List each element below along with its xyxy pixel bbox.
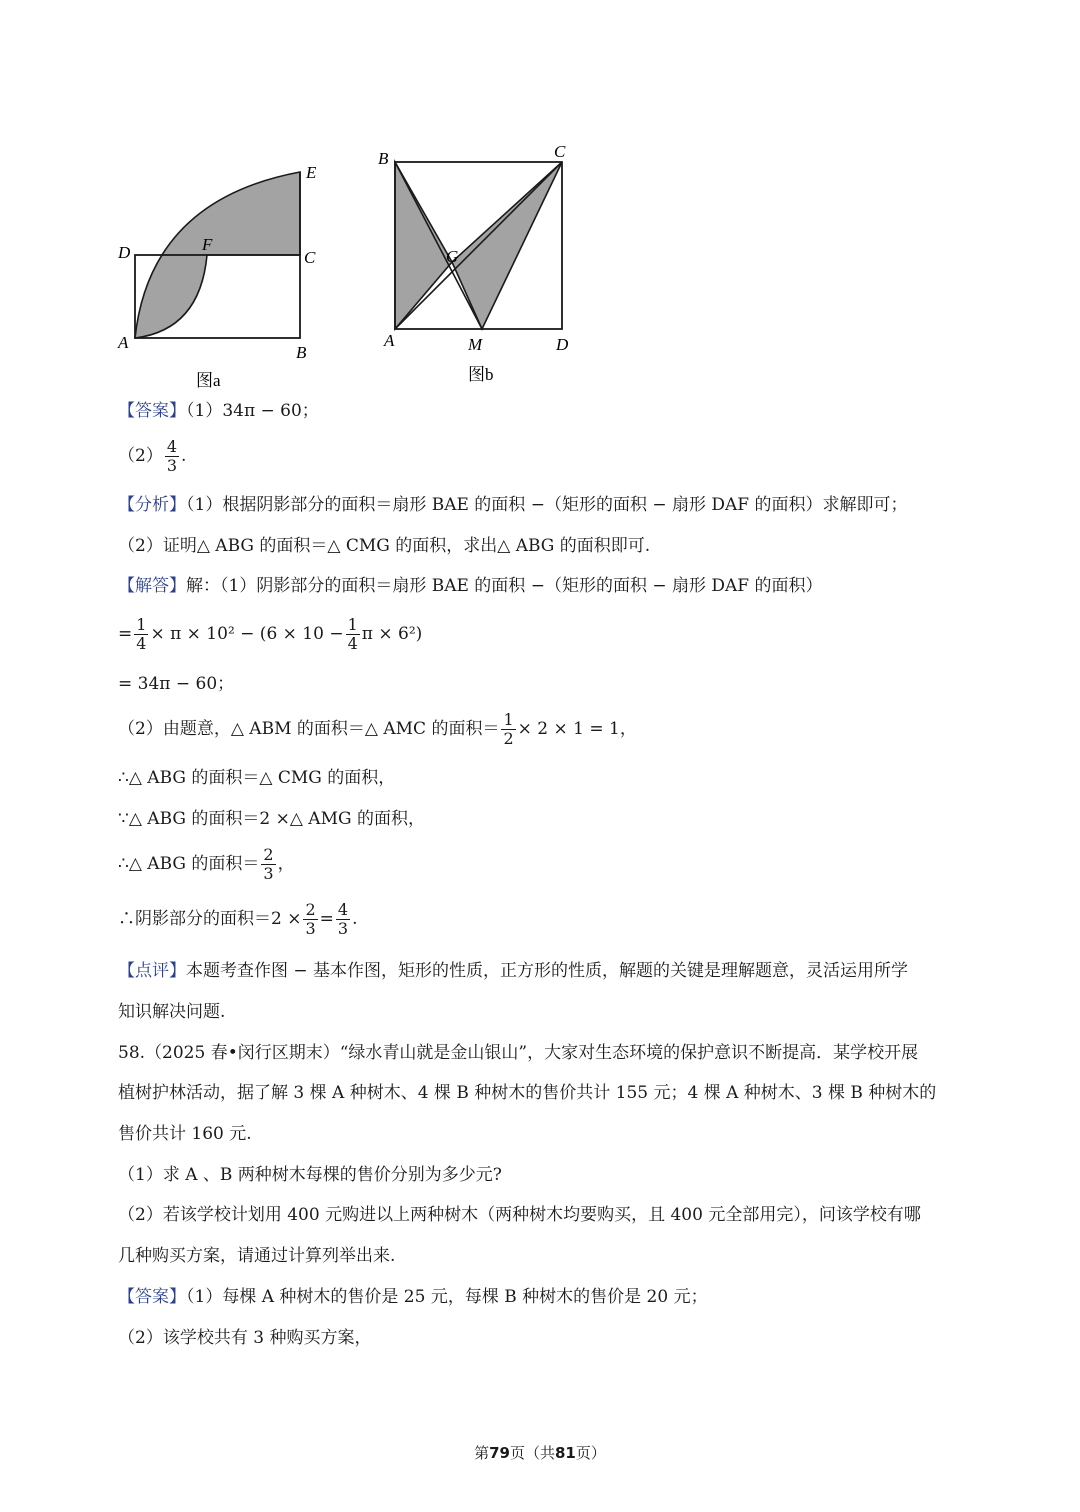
figure-a [110, 160, 340, 395]
figure-b-label-A: A [384, 331, 395, 350]
q57-answer2-line: （2） $\frac{4}{3}$ . [118, 437, 187, 475]
q57-solution-line3: = 34π − 60； [118, 674, 235, 694]
answer-part1: （1）34π − 60； [186, 401, 319, 421]
fraction: $\frac{4}{3}$ [337, 900, 349, 938]
figure-b-label-B: B [378, 149, 389, 168]
q57-analysis-line2: （2）证明△ ABG 的面积＝△ CMG 的面积，求出△ ABG 的面积即可. [118, 536, 651, 556]
figure-b-label-M: M [468, 335, 483, 354]
figure-b-label-D: D [556, 335, 569, 354]
q58-part1: （1）求 A 、B 两种树木每棵的售价分别为多少元? [118, 1165, 502, 1185]
figure-b-label-G: G [446, 247, 459, 266]
solution-tag: 【解答】 [118, 576, 186, 596]
total-pages: 81 [555, 1444, 576, 1462]
q57-comment-line2: 知识解决问题. [118, 1002, 226, 1022]
page-number: 79 [489, 1444, 510, 1462]
q58-stem-line1: 58.（2025 春•闵行区期末）“绿水青山就是金山银山”，大家对生态环境的保护意识不断提高．某学校开展 [118, 1043, 919, 1063]
answer-part2-prefix: （2） [118, 446, 163, 466]
q57-solution-line6: ∵△ ABG 的面积＝2 ×△ AMG 的面积， [118, 809, 425, 829]
q58-part2-line2: 几种购买方案，请通过计算列举出来. [118, 1246, 396, 1266]
figure-a-label-B: B [296, 343, 307, 362]
fraction: $\frac{1}{4}$ [347, 615, 358, 653]
figure-b [372, 140, 592, 390]
answer-tag: 【答案】 [118, 1287, 186, 1307]
q57-solution-line7: ∴△ ABG 的面积＝ $\frac{2}{3}$ ， [118, 845, 295, 883]
figure-a-label-F: F [202, 235, 213, 254]
q58-stem-line3: 售价共计 160 元. [118, 1124, 252, 1144]
fraction: $\frac{4}{3}$ [166, 437, 178, 475]
q58-answer-line1: 【答案】（1）每棵 A 种树木的售价是 25 元，每棵 B 种树木的售价是 20 元； [118, 1287, 708, 1307]
q58-stem-line2: 植树护林活动，据了解 3 棵 A 种树木、4 棵 B 种树木的售价共计 155 元；4 棵 A 种树木、3 棵 B 种树木的 [118, 1083, 937, 1103]
fraction: $\frac{2}{3}$ [305, 900, 316, 938]
figure-a-label-E: E [306, 163, 317, 182]
figure-a-label-D: D [118, 243, 131, 262]
figure-a-label-C: C [304, 248, 316, 267]
q57-solution-line2: = $\frac{1}{4}$ × π × 10² − (6 × 10 − $\frac{1}{4}$ π × 6²) [118, 615, 423, 653]
figure-b-caption: 图b [468, 365, 494, 384]
figure-a-label-A: A [118, 333, 129, 352]
fraction: $\frac{2}{3}$ [263, 845, 274, 883]
analysis-tag: 【分析】 [118, 495, 186, 515]
figure-a-caption: 图a [196, 371, 221, 390]
q57-solution-line1: 【解答】解：（1）阴影部分的面积＝扇形 BAE 的面积 −（矩形的面积 − 扇形 DAF 的面积） [118, 576, 823, 596]
fraction: $\frac{1}{2}$ [503, 710, 514, 748]
page-footer: 第79页（共81页） [474, 1444, 606, 1462]
answer-tag: 【答案】 [118, 401, 186, 421]
fraction: $\frac{1}{4}$ [136, 615, 147, 653]
q57-answer-line [118, 400, 319, 422]
q58-part2-line1: （2）若该学校计划用 400 元购进以上两种树木（两种树木均要购买，且 400 元全部用完），问该学校有哪 [118, 1205, 921, 1225]
figure-b-label-C: C [554, 142, 566, 161]
q58-answer-line2: （2）该学校共有 3 种购买方案， [118, 1328, 372, 1348]
q57-comment-line1: 【点评】本题考查作图 − 基本作图，矩形的性质，正方形的性质，解题的关键是理解题意，灵活运用所学 [118, 961, 909, 981]
q57-analysis-line1: 【分析】（1）根据阴影部分的面积＝扇形 BAE 的面积 −（矩形的面积 − 扇形 DAF 的面积）求解即可； [118, 495, 908, 515]
q57-solution-line4: （2）由题意，△ ABM 的面积＝△ AMC 的面积＝ $\frac{1}{2}$ × 2 × 1 = 1， [118, 710, 637, 748]
figure-b-shaded-triangle-left [395, 162, 452, 329]
q57-solution-line8: ∴阴影部分的面积＝2 × $\frac{2}{3}$ = $\frac{4}{3}$ . [118, 900, 358, 938]
comment-tag: 【点评】 [118, 961, 186, 981]
q57-solution-line5: ∴△ ABG 的面积＝△ CMG 的面积， [118, 768, 396, 788]
